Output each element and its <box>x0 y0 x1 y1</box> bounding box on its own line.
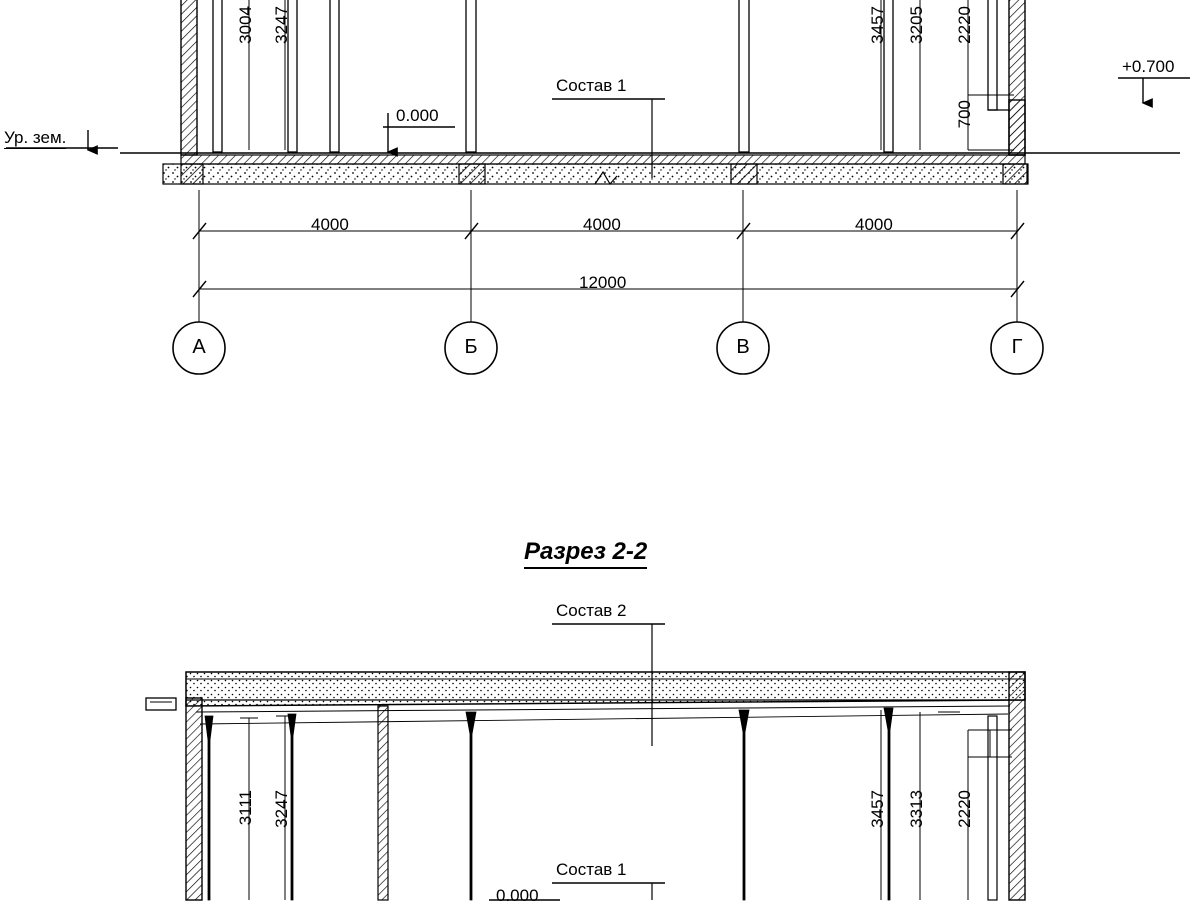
dim-total-12000: 12000 <box>579 273 627 292</box>
axis-bubble-b: Б <box>464 336 478 358</box>
dim-3247-top: 3247 <box>272 6 291 44</box>
label-level-0000-bottom: 0.000 <box>496 886 539 905</box>
dim-span-b-v: 4000 <box>583 215 621 234</box>
leader-label-sostav-2: Состав 2 <box>556 601 627 620</box>
axis-bubble-v: В <box>736 336 750 358</box>
leader-label-sostav-1-bottom: Состав 1 <box>556 860 627 879</box>
label-level-0000: 0.000 <box>396 106 439 125</box>
dim-3205: 3205 <box>907 6 926 44</box>
dim-700: 700 <box>955 100 974 129</box>
leader-label-sostav-1-top: Состав 1 <box>556 76 627 95</box>
dim-3457-bottom: 3457 <box>868 790 887 828</box>
dim-2220-bottom: 2220 <box>955 790 974 828</box>
dim-span-a-b: 4000 <box>311 215 349 234</box>
section-title-razrez-2-2: Разрез 2-2 <box>524 538 647 569</box>
dim-3111: 3111 <box>236 790 255 826</box>
dim-3313: 3313 <box>907 790 926 828</box>
dim-span-v-g: 4000 <box>855 215 893 234</box>
dim-3247-bottom: 3247 <box>272 790 291 828</box>
dim-2220-top: 2220 <box>955 6 974 44</box>
dim-3004: 3004 <box>236 6 255 44</box>
axis-bubble-a: А <box>192 336 206 358</box>
label-level-0700: +0.700 <box>1122 57 1175 76</box>
dim-3457-top: 3457 <box>868 6 887 44</box>
axis-bubble-g: Г <box>1011 336 1023 358</box>
label-ground-level: Ур. зем. <box>4 128 67 147</box>
